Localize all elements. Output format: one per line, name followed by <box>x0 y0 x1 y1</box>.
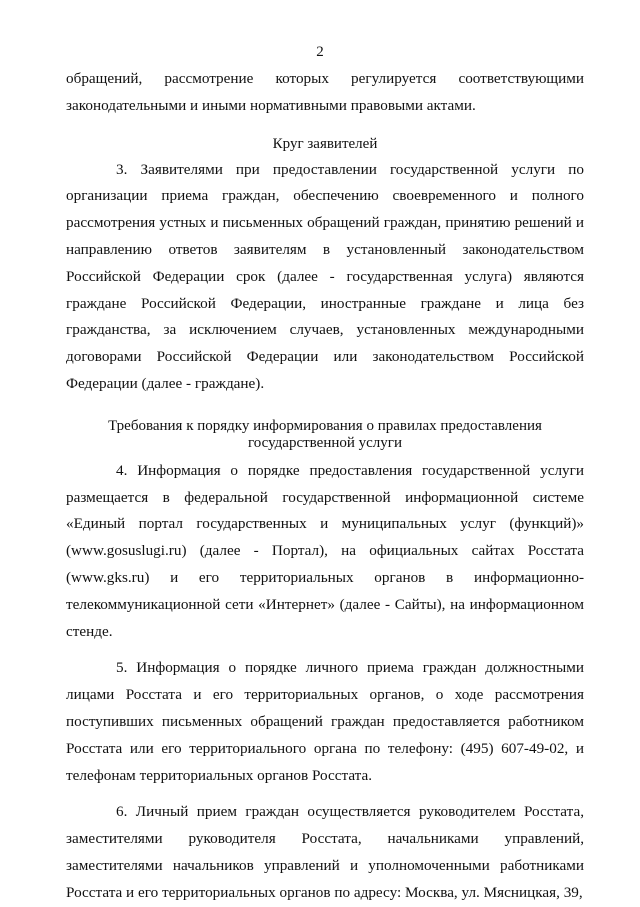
paragraph-5: 5. Информация о порядке личного приема граждан должностными лицами Росстата и его территориальных органов, о ходе рассмотрения поступивших письменных обращений граждан предоставляется работником Росстата или его территориального органа по телефону: (495) 607-49-02, и телефонам территориальных органов Росстата. <box>66 659 584 784</box>
paragraph-6: 6. Личный прием граждан осуществляется руководителем Росстата, заместителями руководителя Росстата, начальниками управлений, заместителями начальников управлений и уполномоченными работниками Росстата и его территориальных органов по адресу: Москва, ул. Мясницкая, 39, <box>66 803 584 901</box>
paragraph-continuation: обращений, рассмотрение которых регулируется соответствующими законодательными и иными нормативными правовыми актами. <box>66 70 584 114</box>
paragraph-3: 3. Заявителями при предоставлении государственной услуги по организации приема граждан, обеспечению своевременного и полного рассмотрения устных и письменных обращений граждан, принятию решений и направлению ответов заявителям в установленный законодательством Российской Федерации срок (далее - государственная услуга) являются граждане Российской Федерации, иностранные граждане и лица без гражданства, за исключением случаев, установленных международными договорами Российской Федерации или законодательством Российской Федерации (далее - граждане). <box>66 160 584 392</box>
section-heading-applicants: Круг заявителей <box>272 135 378 152</box>
paragraph-4: 4. Информация о порядке предоставления государственной услуги размещается в федеральной государственной информационной системе «Единый портал государственных и муниципальных услуг (функций)» (www.gosuslugi.ru) (далее - Портал), на официальных сайтах Росстата (www.gks.ru) и его территориальных органов в информационно-телекоммуникационной сети «Интернет» (далее - Сайты), на информационном стенде. <box>66 461 584 640</box>
section-heading-information-requirements: Требования к порядку информирования о правилах предоставления государственной услуги <box>108 417 542 451</box>
page-number: 2 <box>316 44 324 60</box>
document-body <box>66 66 584 907</box>
